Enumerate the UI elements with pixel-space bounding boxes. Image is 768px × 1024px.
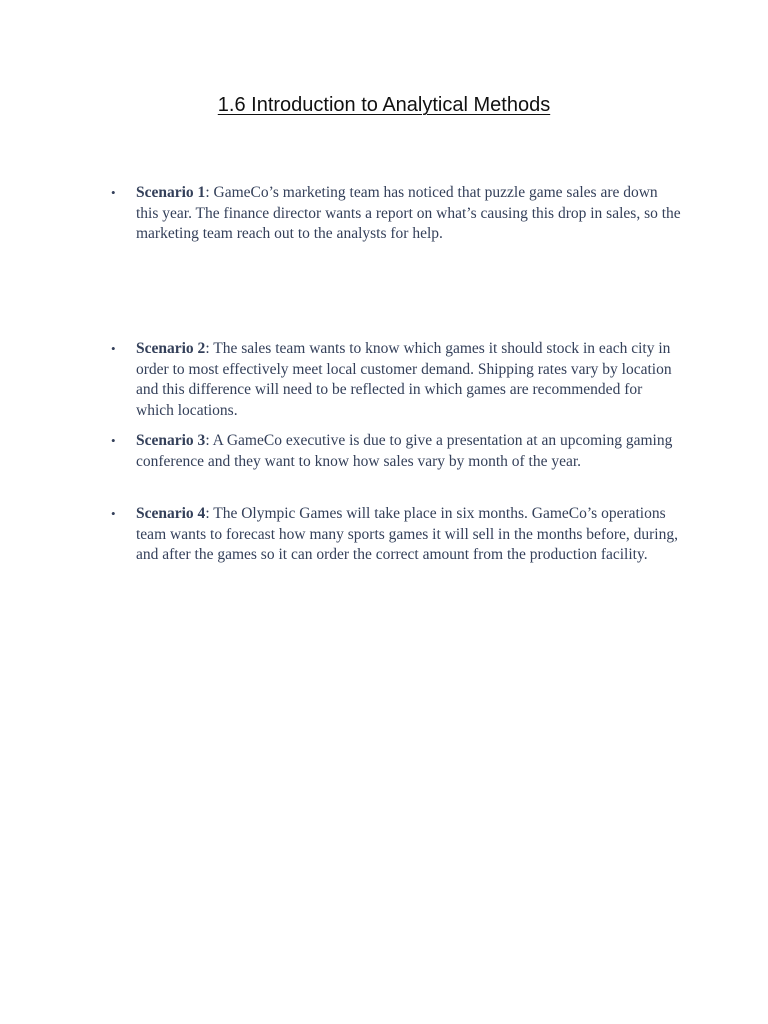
scenario-2-label: Scenario 2 <box>136 340 206 357</box>
scenario-3-text <box>136 431 681 472</box>
scenario-4-label: Scenario 4 <box>136 505 206 522</box>
scenario-1-item <box>111 183 681 245</box>
scenario-3-label: Scenario 3 <box>136 432 206 449</box>
scenario-4-item <box>111 504 681 566</box>
scenario-2-separator: : <box>205 340 210 357</box>
page-title <box>0 94 768 117</box>
scenario-1-separator: : <box>205 184 210 201</box>
scenario-1-text <box>136 183 681 245</box>
scenario-3-description: A GameCo executive is due to give a presentation at an upcoming gaming conference and they want to know how sales vary by month of the year. <box>136 432 673 470</box>
bullet-icon: • <box>111 341 116 356</box>
scenario-3-separator: : <box>205 432 210 449</box>
bullet-icon: • <box>111 185 116 200</box>
bullet-icon: • <box>111 433 116 448</box>
scenario-2-item <box>111 339 681 421</box>
scenario-2-text <box>136 339 681 421</box>
scenario-4-separator: : <box>205 505 210 522</box>
scenario-3-item <box>111 431 681 472</box>
scenario-1-description: GameCo’s marketing team has noticed that puzzle game sales are down this year. The finance director wants a report on what’s causing this drop in sales, so the marketing team reach out to the analysts for help. <box>136 184 681 242</box>
page-title-text: 1.6 Introduction to Analytical Methods <box>217 94 551 116</box>
scenario-1-label: Scenario 1 <box>136 184 206 201</box>
bullet-icon: • <box>111 506 116 521</box>
scenario-4-description: The Olympic Games will take place in six months. GameCo’s operations team wants to forecast how many sports games it will sell in the months before, during, and after the games so it can order the correct amount from the production facility. <box>136 505 678 563</box>
scenario-2-description: The sales team wants to know which games it should stock in each city in order to most effectively meet local customer demand. Shipping rates vary by location and this difference will need to be reflected in which games are recommended for which locations. <box>136 340 672 419</box>
scenario-4-text <box>136 504 681 566</box>
